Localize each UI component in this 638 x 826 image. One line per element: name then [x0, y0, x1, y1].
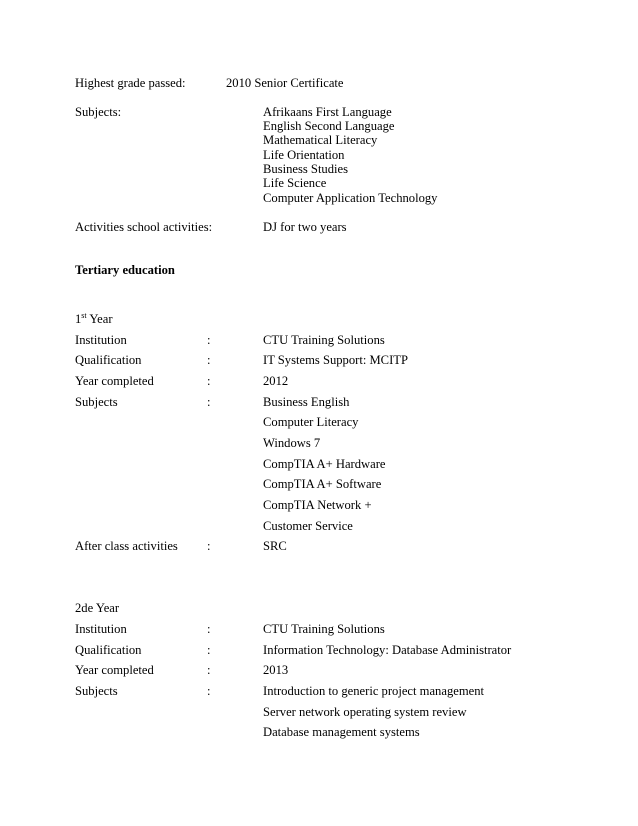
school-subject-item: English Second Language	[263, 119, 395, 133]
year1-completed-value: 2012	[263, 374, 289, 388]
year1-subject-item: CompTIA A+ Software	[263, 477, 382, 491]
year1-institution-label: Institution	[75, 333, 127, 347]
year2-subject-item: Introduction to generic project management	[263, 684, 485, 698]
year1-word: Year	[86, 312, 113, 326]
year2-subject-item: Server network operating system review	[263, 705, 467, 719]
year1-subject-item: Customer Service	[263, 519, 353, 533]
year2-completed-value: 2013	[263, 663, 289, 677]
colon: :	[207, 663, 211, 677]
year1-subject-item: Computer Literacy	[263, 415, 359, 429]
colon: :	[207, 353, 211, 367]
school-subject-item: Afrikaans First Language	[263, 105, 392, 119]
year2-heading: 2de Year	[75, 601, 120, 615]
year1-heading	[75, 310, 113, 326]
year1-subject-item: Business English	[263, 395, 350, 409]
highest-grade-label: Highest grade passed:	[75, 76, 186, 90]
year2-subject-item: Database management systems	[263, 725, 420, 739]
year1-ordinal: st	[81, 310, 87, 320]
colon: :	[207, 622, 211, 636]
year1-qualification-label: Qualification	[75, 353, 142, 367]
colon: :	[207, 395, 211, 409]
year1-subject-item: CompTIA Network +	[263, 498, 372, 512]
year1-subject-item: Windows 7	[263, 436, 321, 450]
school-subject-item: Computer Application Technology	[263, 191, 438, 205]
school-activities-label: Activities school activities:	[75, 220, 213, 234]
year1-after-class-value: SRC	[263, 539, 287, 553]
year1-subject-item: CompTIA A+ Hardware	[263, 457, 386, 471]
school-activities-value: DJ for two years	[263, 220, 347, 234]
colon: :	[207, 643, 211, 657]
highest-grade-value: 2010 Senior Certificate	[226, 76, 344, 90]
year2-completed-label: Year completed	[75, 663, 154, 677]
colon: :	[207, 684, 211, 698]
school-subjects-label: Subjects:	[75, 105, 122, 119]
colon: :	[207, 539, 211, 553]
school-subject-item: Life Science	[263, 176, 327, 190]
year1-subjects-label: Subjects	[75, 395, 118, 409]
colon: :	[207, 374, 211, 388]
year2-qualification-label: Qualification	[75, 643, 142, 657]
school-subject-item: Business Studies	[263, 162, 349, 176]
tertiary-heading: Tertiary education	[75, 263, 175, 277]
year1-number: 1	[75, 312, 82, 326]
year1-after-class-label: After class activities	[75, 539, 178, 553]
year1-qualification-value: IT Systems Support: MCITP	[263, 353, 408, 367]
year1-institution-value: CTU Training Solutions	[263, 333, 385, 347]
year2-institution-label: Institution	[75, 622, 127, 636]
school-subject-item: Mathematical Literacy	[263, 133, 378, 147]
school-subject-item: Life Orientation	[263, 148, 345, 162]
year2-qualification-value: Information Technology: Database Administrator	[263, 643, 512, 657]
year1-completed-label: Year completed	[75, 374, 154, 388]
year2-subjects-label: Subjects	[75, 684, 118, 698]
colon: :	[207, 333, 211, 347]
year2-institution-value: CTU Training Solutions	[263, 622, 385, 636]
